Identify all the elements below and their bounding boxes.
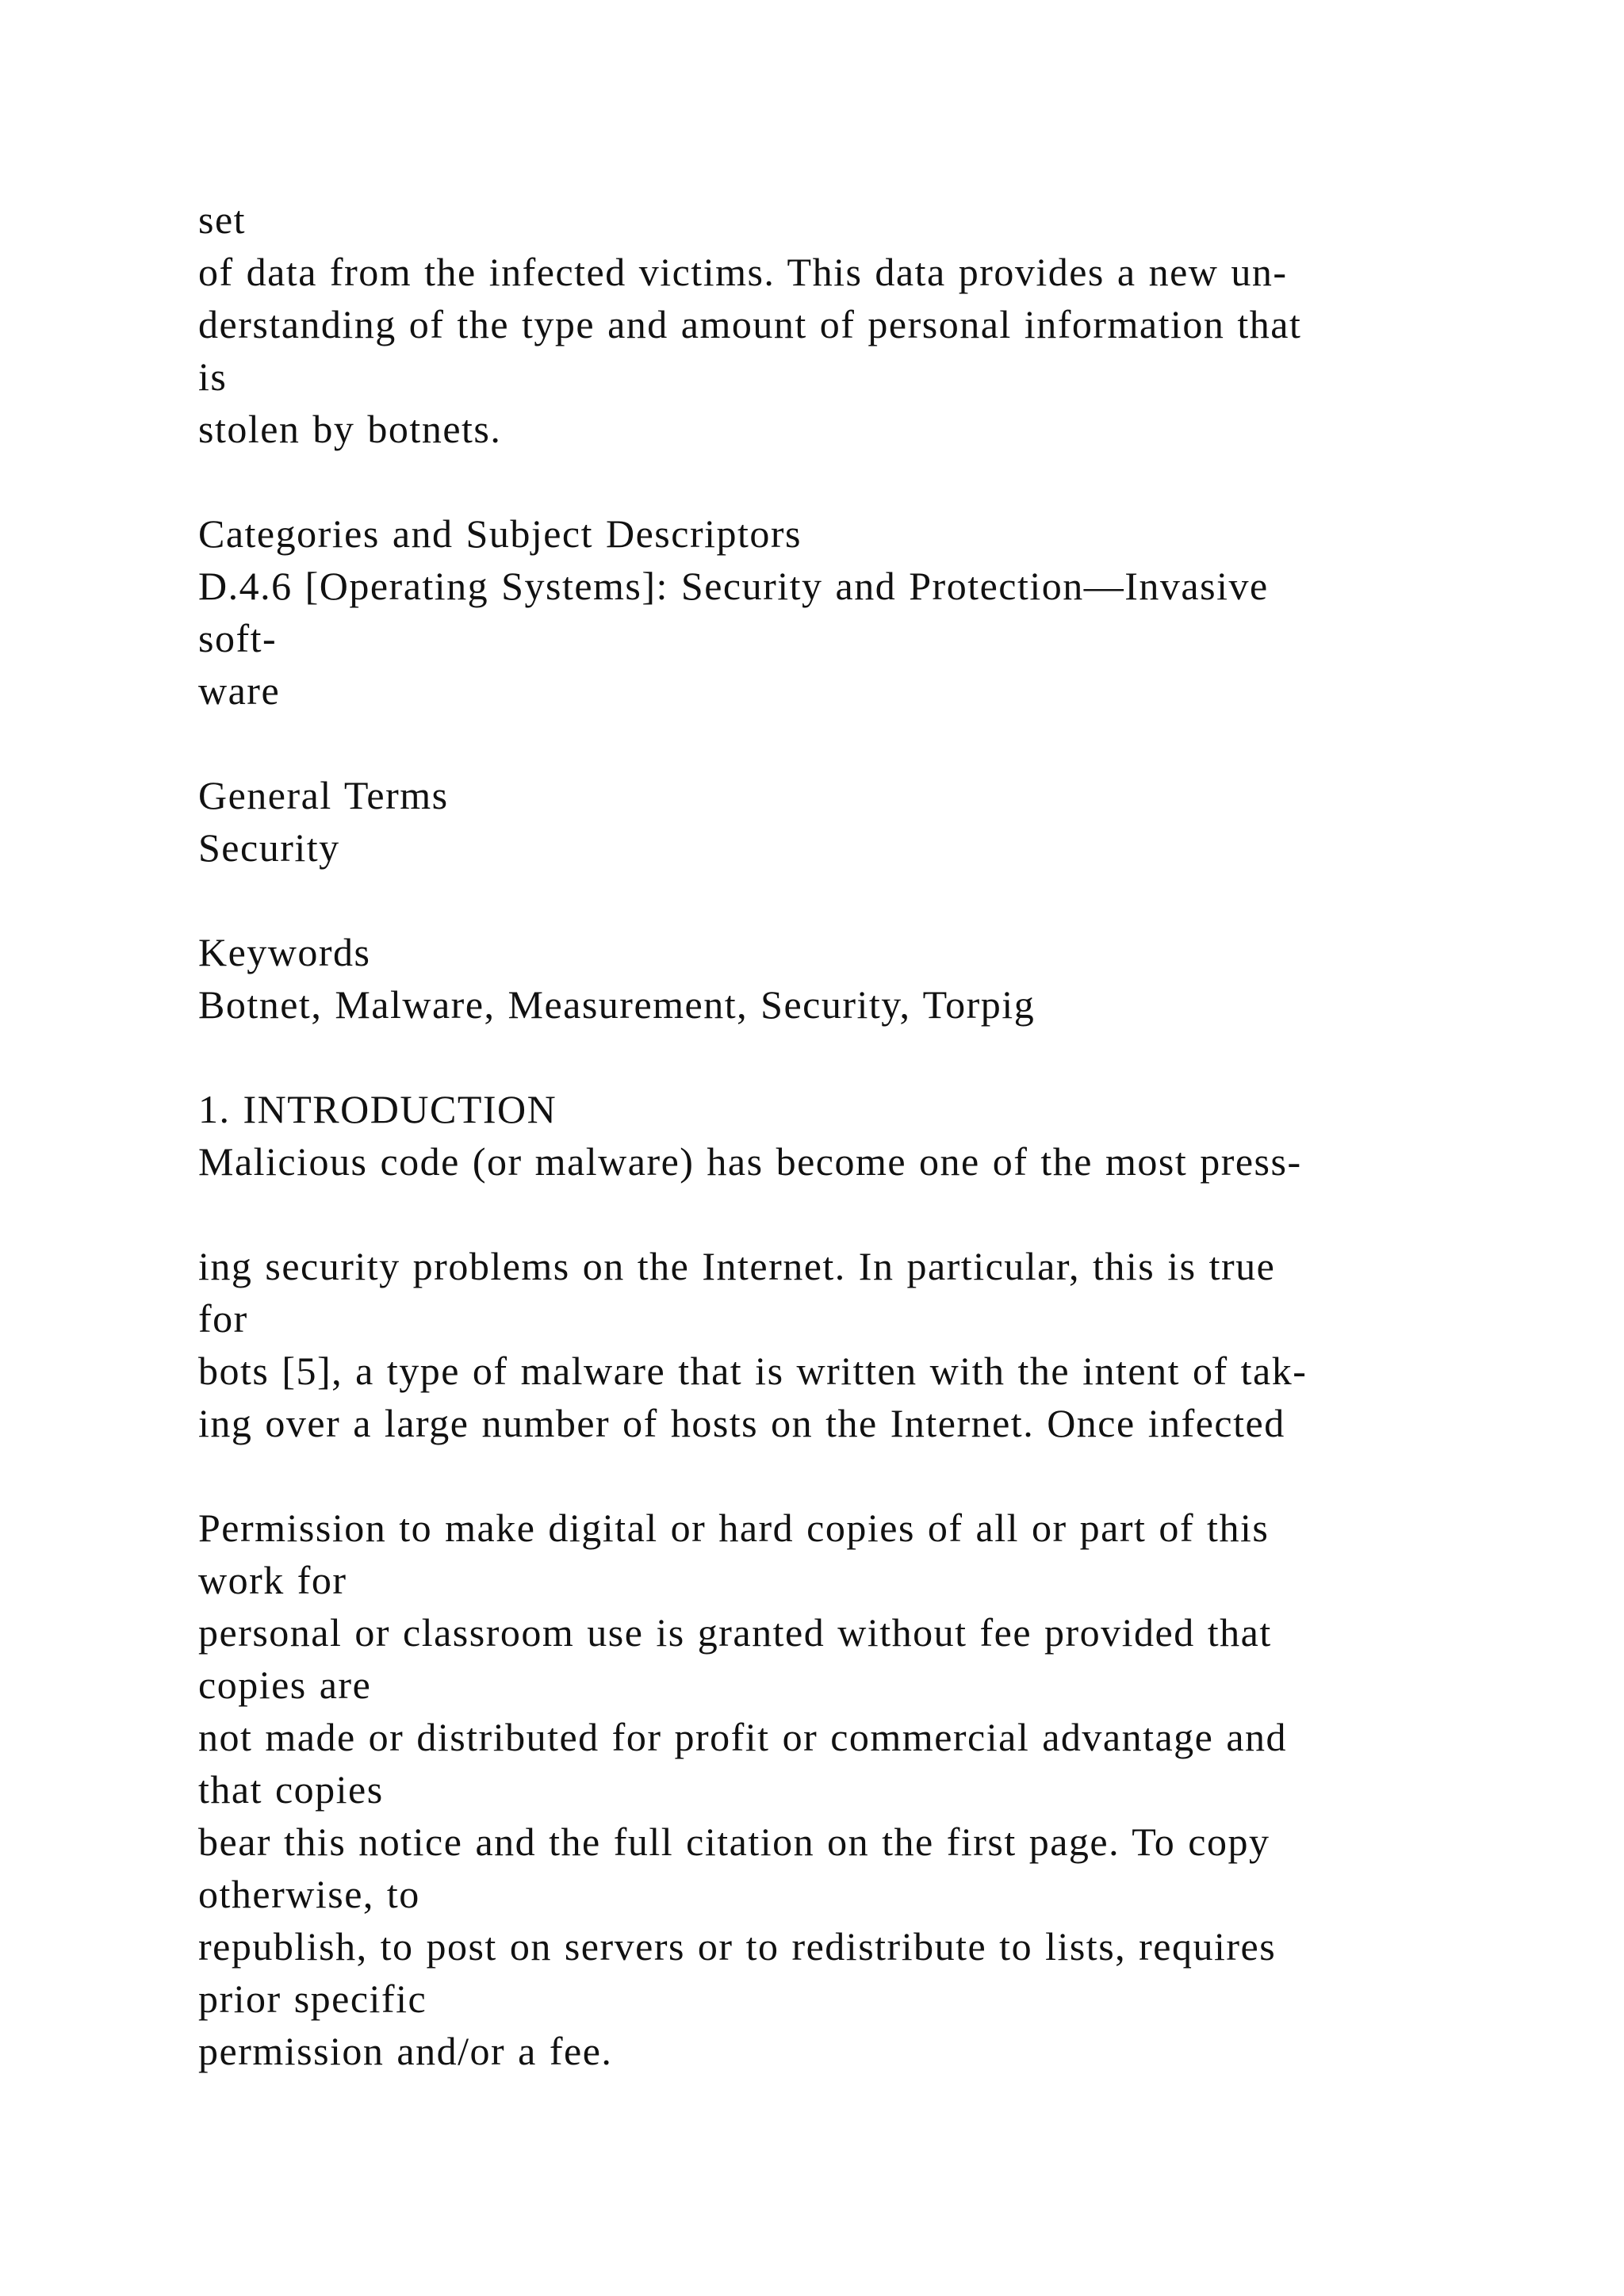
text-line: personal or classroom use is granted without fee provided that xyxy=(198,1610,1272,1655)
text-line: of data from the infected victims. This data provides a new un- xyxy=(198,250,1288,294)
text-line: bots [5], a type of malware that is written with the intent of tak- xyxy=(198,1349,1308,1393)
blank-line xyxy=(198,455,1546,507)
text-line: copies are xyxy=(198,1663,372,1707)
section-heading: General Terms xyxy=(198,773,449,817)
section-heading: Categories and Subject Descriptors xyxy=(198,511,802,556)
section-heading: Keywords xyxy=(198,930,371,974)
text-line: otherwise, to xyxy=(198,1872,420,1916)
text-line: bear this notice and the full citation on the first page. To copy xyxy=(198,1820,1270,1864)
text-line: republish, to post on servers or to redistribute to lists, requires xyxy=(198,1924,1277,1969)
blank-line xyxy=(198,1449,1546,1502)
text-line: ing security problems on the Internet. In particular, this is true xyxy=(198,1244,1276,1288)
text-line: ware xyxy=(198,668,281,713)
blank-line xyxy=(198,874,1546,926)
text-line: for xyxy=(198,1296,248,1341)
text-line: ing over a large number of hosts on the Internet. Once infected xyxy=(198,1401,1285,1445)
text-line: permission and/or a fee. xyxy=(198,2029,613,2073)
text-line: work for xyxy=(198,1558,347,1602)
text-line: that copies xyxy=(198,1767,384,1812)
document-text xyxy=(198,193,1546,2077)
text-line: set xyxy=(198,197,247,242)
text-line: Permission to make digital or hard copies of all or part of this xyxy=(198,1506,1270,1550)
text-line: is xyxy=(198,354,228,399)
section-heading: 1. INTRODUCTION xyxy=(198,1087,557,1131)
text-line: not made or distributed for profit or commercial advantage and xyxy=(198,1715,1288,1759)
text-line: prior specific xyxy=(198,1976,427,2021)
text-line: stolen by botnets. xyxy=(198,407,502,451)
text-line: Botnet, Malware, Measurement, Security, Torpig xyxy=(198,982,1036,1027)
text-line: Security xyxy=(198,825,340,870)
blank-line xyxy=(198,1031,1546,1083)
text-line: soft- xyxy=(198,616,278,660)
text-line: derstanding of the type and amount of personal information that xyxy=(198,302,1302,346)
blank-line xyxy=(198,1188,1546,1240)
text-line: D.4.6 [Operating Systems]: Security and Protection—Invasive xyxy=(198,564,1269,608)
blank-line xyxy=(198,717,1546,769)
text-line: Malicious code (or malware) has become one of the most press- xyxy=(198,1139,1302,1184)
